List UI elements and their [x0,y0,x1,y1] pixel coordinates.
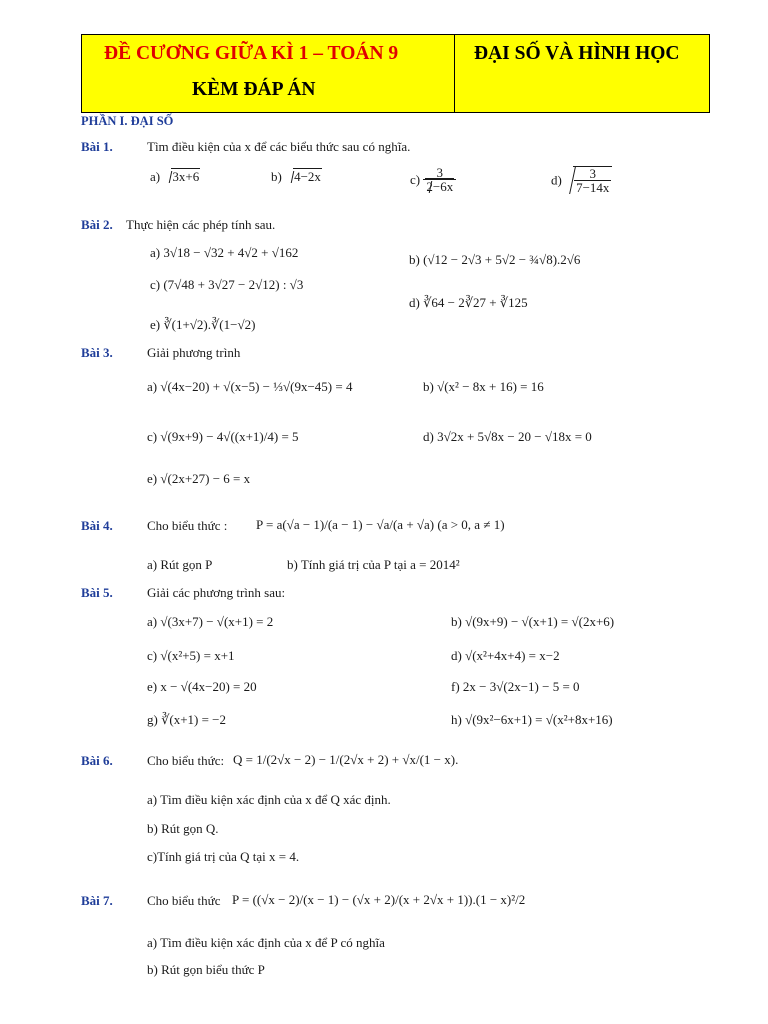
ex1-a-radicand: 3x+6 [172,169,200,184]
exercise-3-label: Bài 3. [81,345,113,360]
ex5-d: d) √(x²+4x+4) = x−2 [451,648,560,663]
header-divider [454,35,455,112]
exercise-2-label: Bài 2. [81,217,113,232]
ex5-h: h) √(9x²−6x+1) = √(x²+8x+16) [451,712,613,727]
ex1-a [150,170,200,183]
exercise-3-text: Giải phương trình [147,345,241,360]
ex4-a: a) Rút gọn P [147,557,213,572]
header-topic: ĐẠI SỐ VÀ HÌNH HỌC [474,43,680,64]
ex5-f: f) 2x − 3√(2x−1) − 5 = 0 [451,679,580,694]
ex1-d-radical [565,166,612,194]
exercise-1-text: Tìm điều kiện của x để các biểu thức sau có nghĩa. [147,139,411,154]
ex3-d: d) 3√2x + 5√8x − 20 − √18x = 0 [423,429,592,444]
ex1-c-fraction [423,166,456,193]
ex6-a: a) Tìm điều kiện xác định của x để Q xác định. [147,792,391,807]
exercise-2-text: Thực hiện các phép tính sau. [126,217,276,232]
ex1-d-denominator: 7−14x [576,180,610,195]
ex7-expression: P = ((√x − 2)/(x − 1) − (√x + 2)/(x + 2√x + 1)).(1 − x)²/2 [232,892,526,907]
ex3-c: c) √(9x+9) − 4√((x+1)/4) = 5 [147,429,299,444]
ex1-c-radical [423,180,456,193]
ex1-c-label: c) [410,172,421,187]
ex1-b-radical [285,170,322,183]
exercise-5-text: Giải các phương trình sau: [147,585,286,600]
ex2-e: e) ∛(1+√2).∛(1−√2) [150,317,256,332]
ex1-a-label: a) [150,169,161,184]
ex2-d: d) ∛64 − 2∛27 + ∛125 [409,295,528,310]
exercise-7-label: Bài 7. [81,893,113,908]
ex1-d [551,166,612,194]
part-heading: PHẦN I. ĐẠI SỐ [81,114,174,128]
ex1-b-radicand: 4−2x [294,169,321,184]
ex6-expression: Q = 1/(2√x − 2) − 1/(2√x + 2) + √x/(1 − x). [233,752,459,767]
ex1-d-label: d) [551,172,562,188]
ex1-d-fraction [573,166,612,194]
ex5-a: a) √(3x+7) − √(x+1) = 2 [147,614,274,629]
ex2-c: c) (7√48 + 3√27 − 2√12) : √3 [150,277,304,292]
header-table [81,34,710,113]
ex6-c: c)Tính giá trị của Q tại x = 4. [147,849,300,864]
ex1-d-numerator: 3 [574,167,611,181]
exercise-6-label: Bài 6. [81,753,113,768]
ex1-b-label: b) [271,169,282,184]
ex5-e: e) x − √(4x−20) = 20 [147,679,257,694]
ex5-c: c) √(x²+5) = x+1 [147,648,235,663]
exercise-4-label: Bài 4. [81,518,113,533]
ex6-b: b) Rút gọn Q. [147,821,219,836]
ex5-g: g) ∛(x+1) = −2 [147,712,227,727]
header-subtitle: KÈM ĐÁP ÁN [192,79,316,100]
header-title: ĐỀ CƯƠNG GIỮA KÌ 1 – TOÁN 9 [104,43,399,64]
ex1-b [271,170,322,183]
ex3-e: e) √(2x+27) − 6 = x [147,471,251,486]
ex5-b: b) √(9x+9) − √(x+1) = √(2x+6) [451,614,615,629]
ex1-c [410,166,456,193]
ex4-expression: P = a(√a − 1)/(a − 1) − √a/(a + √a) (a > 0, a ≠ 1) [256,517,505,532]
exercise-1-label: Bài 1. [81,139,113,154]
exercise-7-text: Cho biểu thức [147,893,221,908]
ex3-b: b) √(x² − 8x + 16) = 16 [423,379,544,394]
ex1-c-denominator: 2−6x [426,179,454,194]
ex3-a: a) √(4x−20) + √(x−5) − ⅓√(9x−45) = 4 [147,379,353,394]
ex4-b: b) Tính giá trị của P tại a = 2014² [287,557,460,572]
ex7-b: b) Rút gọn biểu thức P [147,962,265,977]
ex2-a: a) 3√18 − √32 + 4√2 + √162 [150,245,299,260]
exercise-5-label: Bài 5. [81,585,113,600]
ex2-b: b) (√12 − 2√3 + 5√2 − ¾√8).2√6 [409,252,581,267]
ex1-c-numerator: 3 [423,166,456,180]
exercise-6-text: Cho biểu thức: [147,753,225,768]
ex1-a-radical [163,170,200,183]
exercise-4-text: Cho biểu thức : [147,518,228,533]
ex7-a: a) Tìm điều kiện xác định của x để P có nghĩa [147,935,385,950]
